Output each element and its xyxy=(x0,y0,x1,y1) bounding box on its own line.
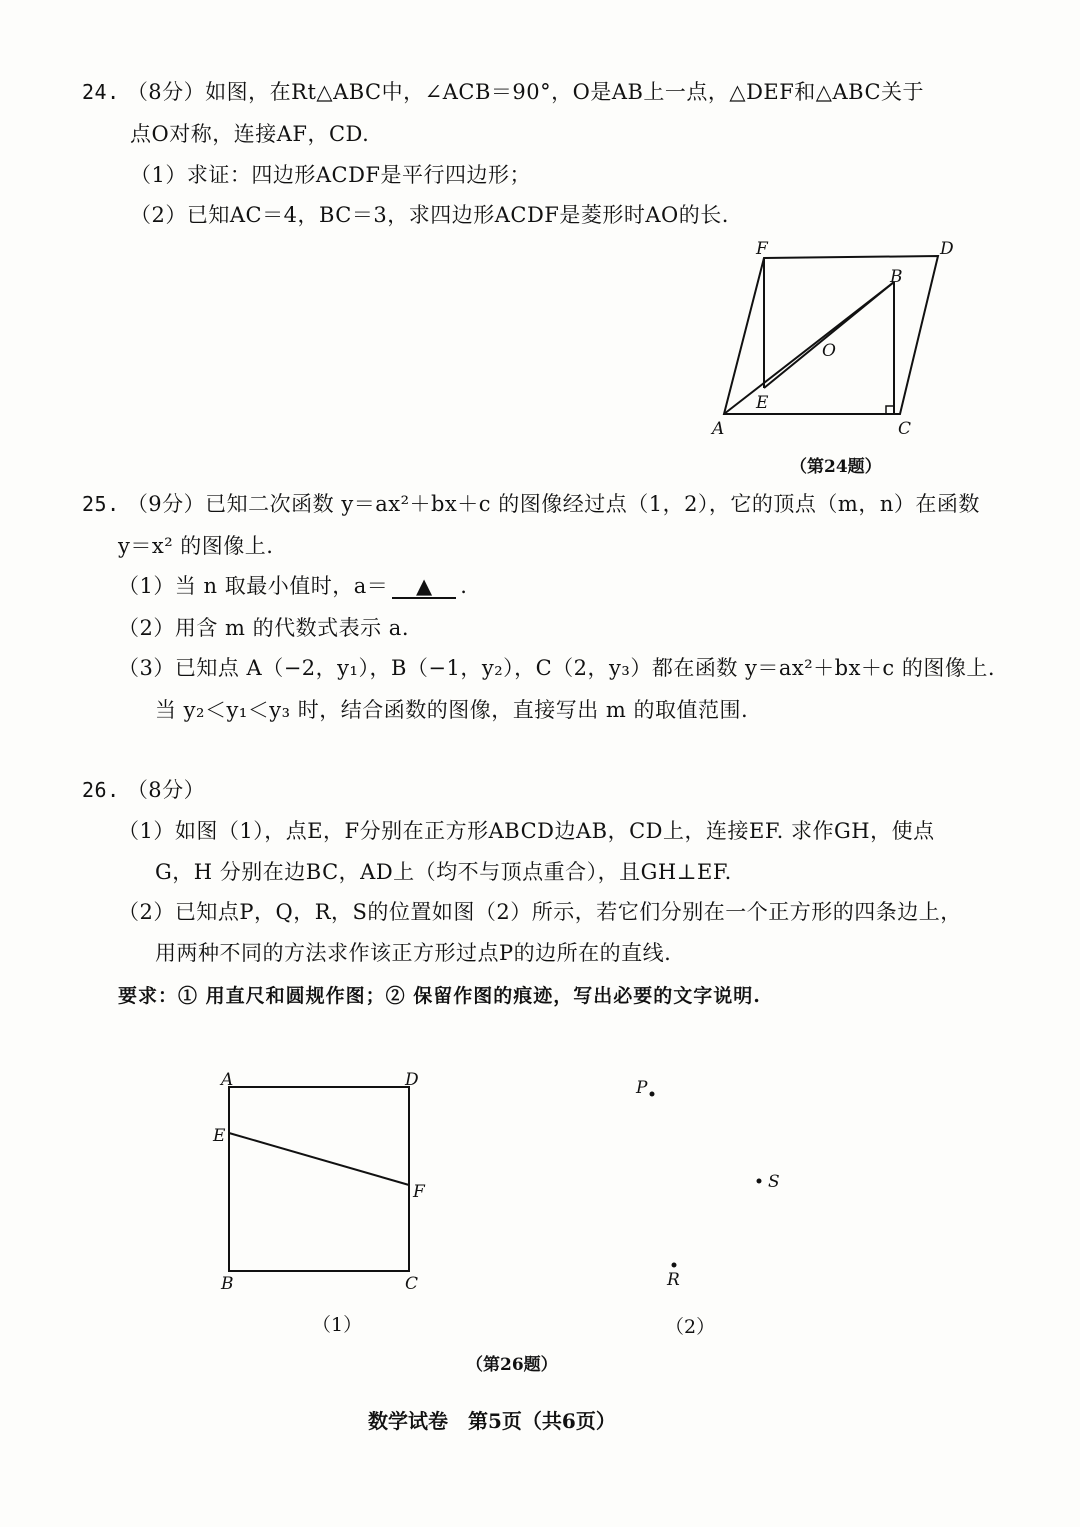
point-R xyxy=(672,1263,677,1268)
fig1-label-B: B xyxy=(221,1274,234,1294)
q25-part2: （2）用含 m 的代数式表示 a. xyxy=(118,616,409,640)
fig1-label-E: E xyxy=(213,1126,226,1146)
q25-number: 25. xyxy=(82,492,120,516)
q24-figure xyxy=(700,236,970,446)
fig2-label-P: P xyxy=(636,1078,648,1098)
right-angle-mark xyxy=(886,406,894,414)
q25-part1 xyxy=(118,572,467,600)
fig1-label-A: A xyxy=(221,1070,234,1090)
answer-blank: ▲ xyxy=(392,575,456,599)
q26-caption: （第26题） xyxy=(466,1355,558,1375)
point-P xyxy=(650,1092,655,1097)
q24-stem: （8分）如图，在Rt△ABC中，∠ACB＝90°，O是AB上一点，△DEF和△ABC关于 xyxy=(126,80,925,104)
q25-part3-line1: （3）已知点 A（−2，y₁），B（−1，y₂），C（2，y₃）都在函数 y＝ax²＋bx＋c 的图像上. xyxy=(118,656,996,680)
q26-fig1-caption: （1） xyxy=(312,1314,363,1336)
q26-part2-line2: 用两种不同的方法求作该正方形过点P的边所在的直线. xyxy=(155,941,672,965)
segment-ed xyxy=(764,282,894,388)
q24-caption: （第24题） xyxy=(790,457,882,477)
square-abcd xyxy=(229,1087,409,1271)
q24-number: 24. xyxy=(82,80,120,104)
label-B: B xyxy=(890,267,903,287)
q26-number: 26. xyxy=(82,778,120,802)
fig2-label-S: S xyxy=(768,1172,780,1192)
q25-line2: y＝x² 的图像上. xyxy=(118,534,274,558)
q26-score: （8分） xyxy=(126,778,206,802)
label-E: E xyxy=(756,393,769,413)
fig1-label-F: F xyxy=(413,1182,425,1202)
label-O: O xyxy=(822,341,836,361)
point-S xyxy=(757,1179,762,1184)
q26-requirement: 要求：① 用直尺和圆规作图；② 保留作图的痕迹，写出必要的文字说明. xyxy=(118,985,761,1007)
fig1-label-C: C xyxy=(405,1274,419,1294)
q24-part1: （1）求证：四边形ACDF是平行四边形； xyxy=(130,163,532,187)
q26-line1 xyxy=(82,776,205,804)
q24-part2: （2）已知AC＝4，BC＝3，求四边形ACDF是菱形时AO的长. xyxy=(130,203,729,227)
q25-part1-period: . xyxy=(460,574,468,598)
label-F: F xyxy=(756,239,768,259)
q26-part1-line1: （1）如图（1），点E，F分别在正方形ABCD边AB，CD上，连接EF. 求作GH，使点 xyxy=(118,819,935,843)
fig1-label-D: D xyxy=(405,1070,419,1090)
q26-part1-line2: G，H 分别在边BC，AD上（均不与顶点重合），且GH⊥EF. xyxy=(155,860,732,884)
q24-line2: 点O对称，连接AF，CD. xyxy=(130,122,370,146)
q25-stem: （9分）已知二次函数 y＝ax²＋bx＋c 的图像经过点（1，2），它的顶点（m，n）在函数 xyxy=(126,492,980,516)
q26-fig2-caption: （2） xyxy=(665,1316,716,1338)
label-C: C xyxy=(898,419,912,439)
q25-part3-line2: 当 y₂＜y₁＜y₃ 时，结合函数的图像，直接写出 m 的取值范围. xyxy=(155,698,749,722)
q26-part2-line1: （2）已知点P，Q，R，S的位置如图（2）所示，若它们分别在一个正方形的四条边上， xyxy=(118,900,962,924)
label-D: D xyxy=(940,239,954,259)
q26-figure2 xyxy=(620,1065,800,1295)
segment-ef xyxy=(229,1133,409,1185)
page-footer: 数学试卷 第5页（共6页） xyxy=(368,1409,616,1433)
q25-line1 xyxy=(82,490,980,518)
q26-figure1 xyxy=(205,1065,445,1295)
q24-line1 xyxy=(82,78,924,106)
label-A: A xyxy=(712,419,725,439)
fig2-label-R: R xyxy=(667,1270,680,1290)
q25-part1-text: （1）当 n 取最小值时，a＝ xyxy=(118,574,389,598)
